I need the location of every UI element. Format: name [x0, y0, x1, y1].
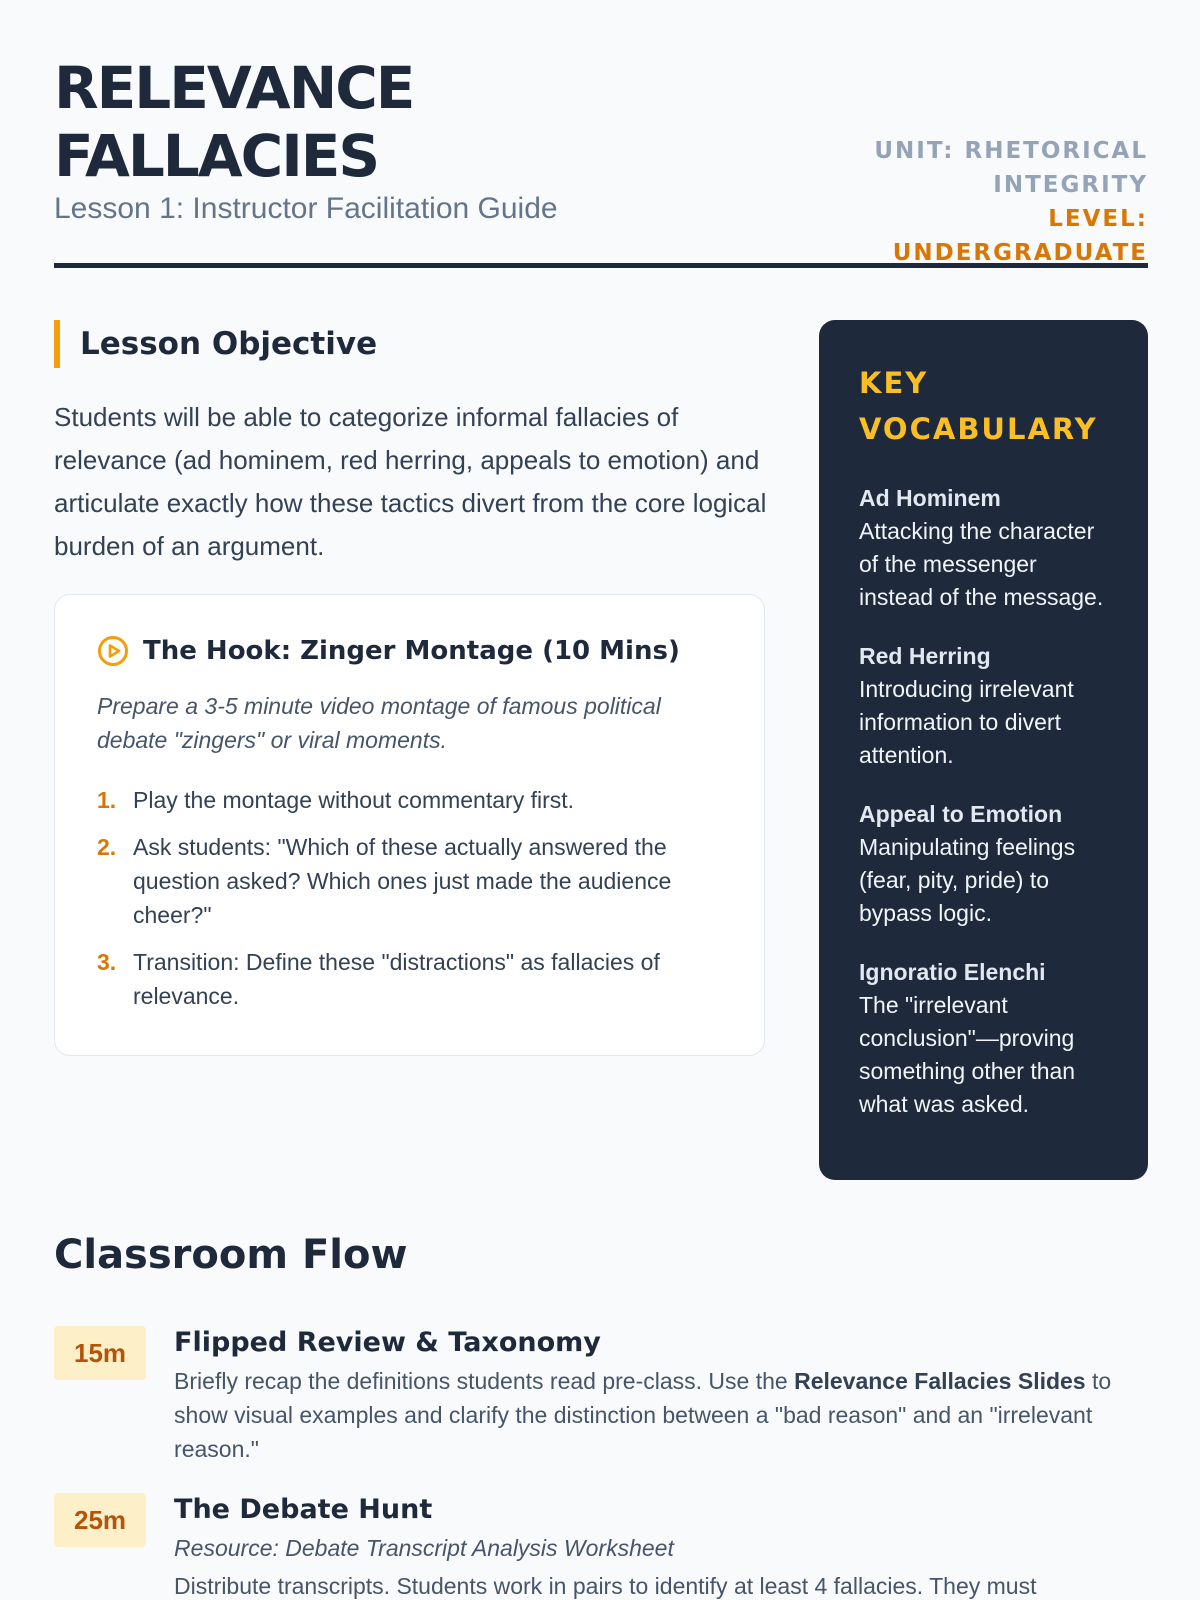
flow-text-part: to show visual examples and clarify the distinction between a "bad reason" and an "irrelevant reason."	[174, 1368, 1112, 1462]
hook-step	[97, 783, 722, 817]
hook-title-text: The Hook: Zinger Montage (10 Mins)	[143, 636, 680, 666]
step-number: 1.	[97, 787, 117, 813]
flow-item-title: Flipped Review & Taxonomy	[174, 1327, 601, 1358]
flow-text-part: Briefly recap the definitions students read pre-class. Use the	[174, 1368, 795, 1394]
step-number: 2.	[97, 834, 117, 860]
level-label: LEVEL: UNDERGRADUATE	[892, 206, 1148, 266]
vocab-term: Red Herring	[859, 643, 991, 669]
unit-label: UNIT: RHETORICAL INTEGRITY	[874, 138, 1148, 198]
vocab-term: Ignoratio Elenchi	[859, 959, 1046, 985]
hook-card	[54, 594, 765, 1056]
flow-item-body	[174, 1326, 1148, 1466]
hook-intro: Prepare a 3-5 minute video montage of famous political debate "zingers" or viral moments.	[97, 693, 661, 753]
page-header	[54, 0, 1148, 268]
flow-item	[54, 1326, 1148, 1466]
objective-heading: Lesson Objective	[54, 320, 377, 368]
step-text: Ask students: "Which of these actually answered the question asked? Which ones just made the audience cheer?"	[133, 834, 672, 928]
flow-item	[54, 1493, 1148, 1600]
flow-item-text: Distribute transcripts. Students work in pairs to identify at least 4 fallacies. They must	[174, 1573, 1037, 1599]
vocab-definition: Introducing irrelevant information to divert attention.	[859, 676, 1074, 768]
flow-item-resource: Resource: Debate Transcript Analysis Worksheet	[174, 1535, 674, 1561]
step-text: Transition: Define these "distractions" as fallacies of relevance.	[133, 949, 660, 1009]
vocab-term: Ad Hominem	[859, 485, 1001, 511]
hook-title	[97, 635, 722, 667]
page-subtitle: Lesson 1: Instructor Facilitation Guide	[54, 192, 558, 225]
lesson-meta	[848, 134, 1148, 270]
time-badge: 25m	[54, 1493, 146, 1547]
flow-text-bold: Relevance Fallacies Slides	[794, 1368, 1086, 1394]
page-title	[54, 54, 413, 190]
vocab-item	[859, 482, 1108, 614]
vocab-definition: Attacking the character of the messenger instead of the message.	[859, 518, 1104, 610]
vocab-term: Appeal to Emotion	[859, 801, 1063, 827]
vocab-definition: The "irrelevant conclusion"—proving something other than what was asked.	[859, 992, 1076, 1117]
objective-text: Students will be able to categorize informal fallacies of relevance (ad hominem, red herring, appeals to emotion) and articulate exactly how these tactics divert from the core logical burden of an argument.	[54, 402, 767, 561]
step-text: Play the montage without commentary first.	[133, 787, 575, 813]
vocab-item	[859, 640, 1108, 772]
step-number: 3.	[97, 949, 117, 975]
play-circle-icon	[97, 635, 129, 667]
flow-item-title: The Debate Hunt	[174, 1494, 433, 1525]
flow-item-body	[174, 1493, 1148, 1600]
key-vocabulary-panel	[819, 320, 1148, 1180]
time-badge: 15m	[54, 1326, 146, 1380]
title-line-1: RELEVANCE	[54, 54, 414, 122]
vocab-item	[859, 798, 1108, 930]
vocabulary-title: KEY VOCABULARY	[859, 366, 1098, 446]
title-line-2: FALLACIES	[54, 122, 379, 190]
classroom-flow-heading: Classroom Flow	[54, 1232, 408, 1278]
flow-item-text	[174, 1364, 1148, 1466]
lesson-page	[54, 0, 1148, 1599]
vocab-item	[859, 956, 1108, 1121]
hook-steps	[97, 783, 722, 1013]
hook-step	[97, 945, 722, 1013]
hook-step	[97, 830, 722, 932]
vocab-definition: Manipulating feelings (fear, pity, pride) to bypass logic.	[859, 834, 1076, 926]
